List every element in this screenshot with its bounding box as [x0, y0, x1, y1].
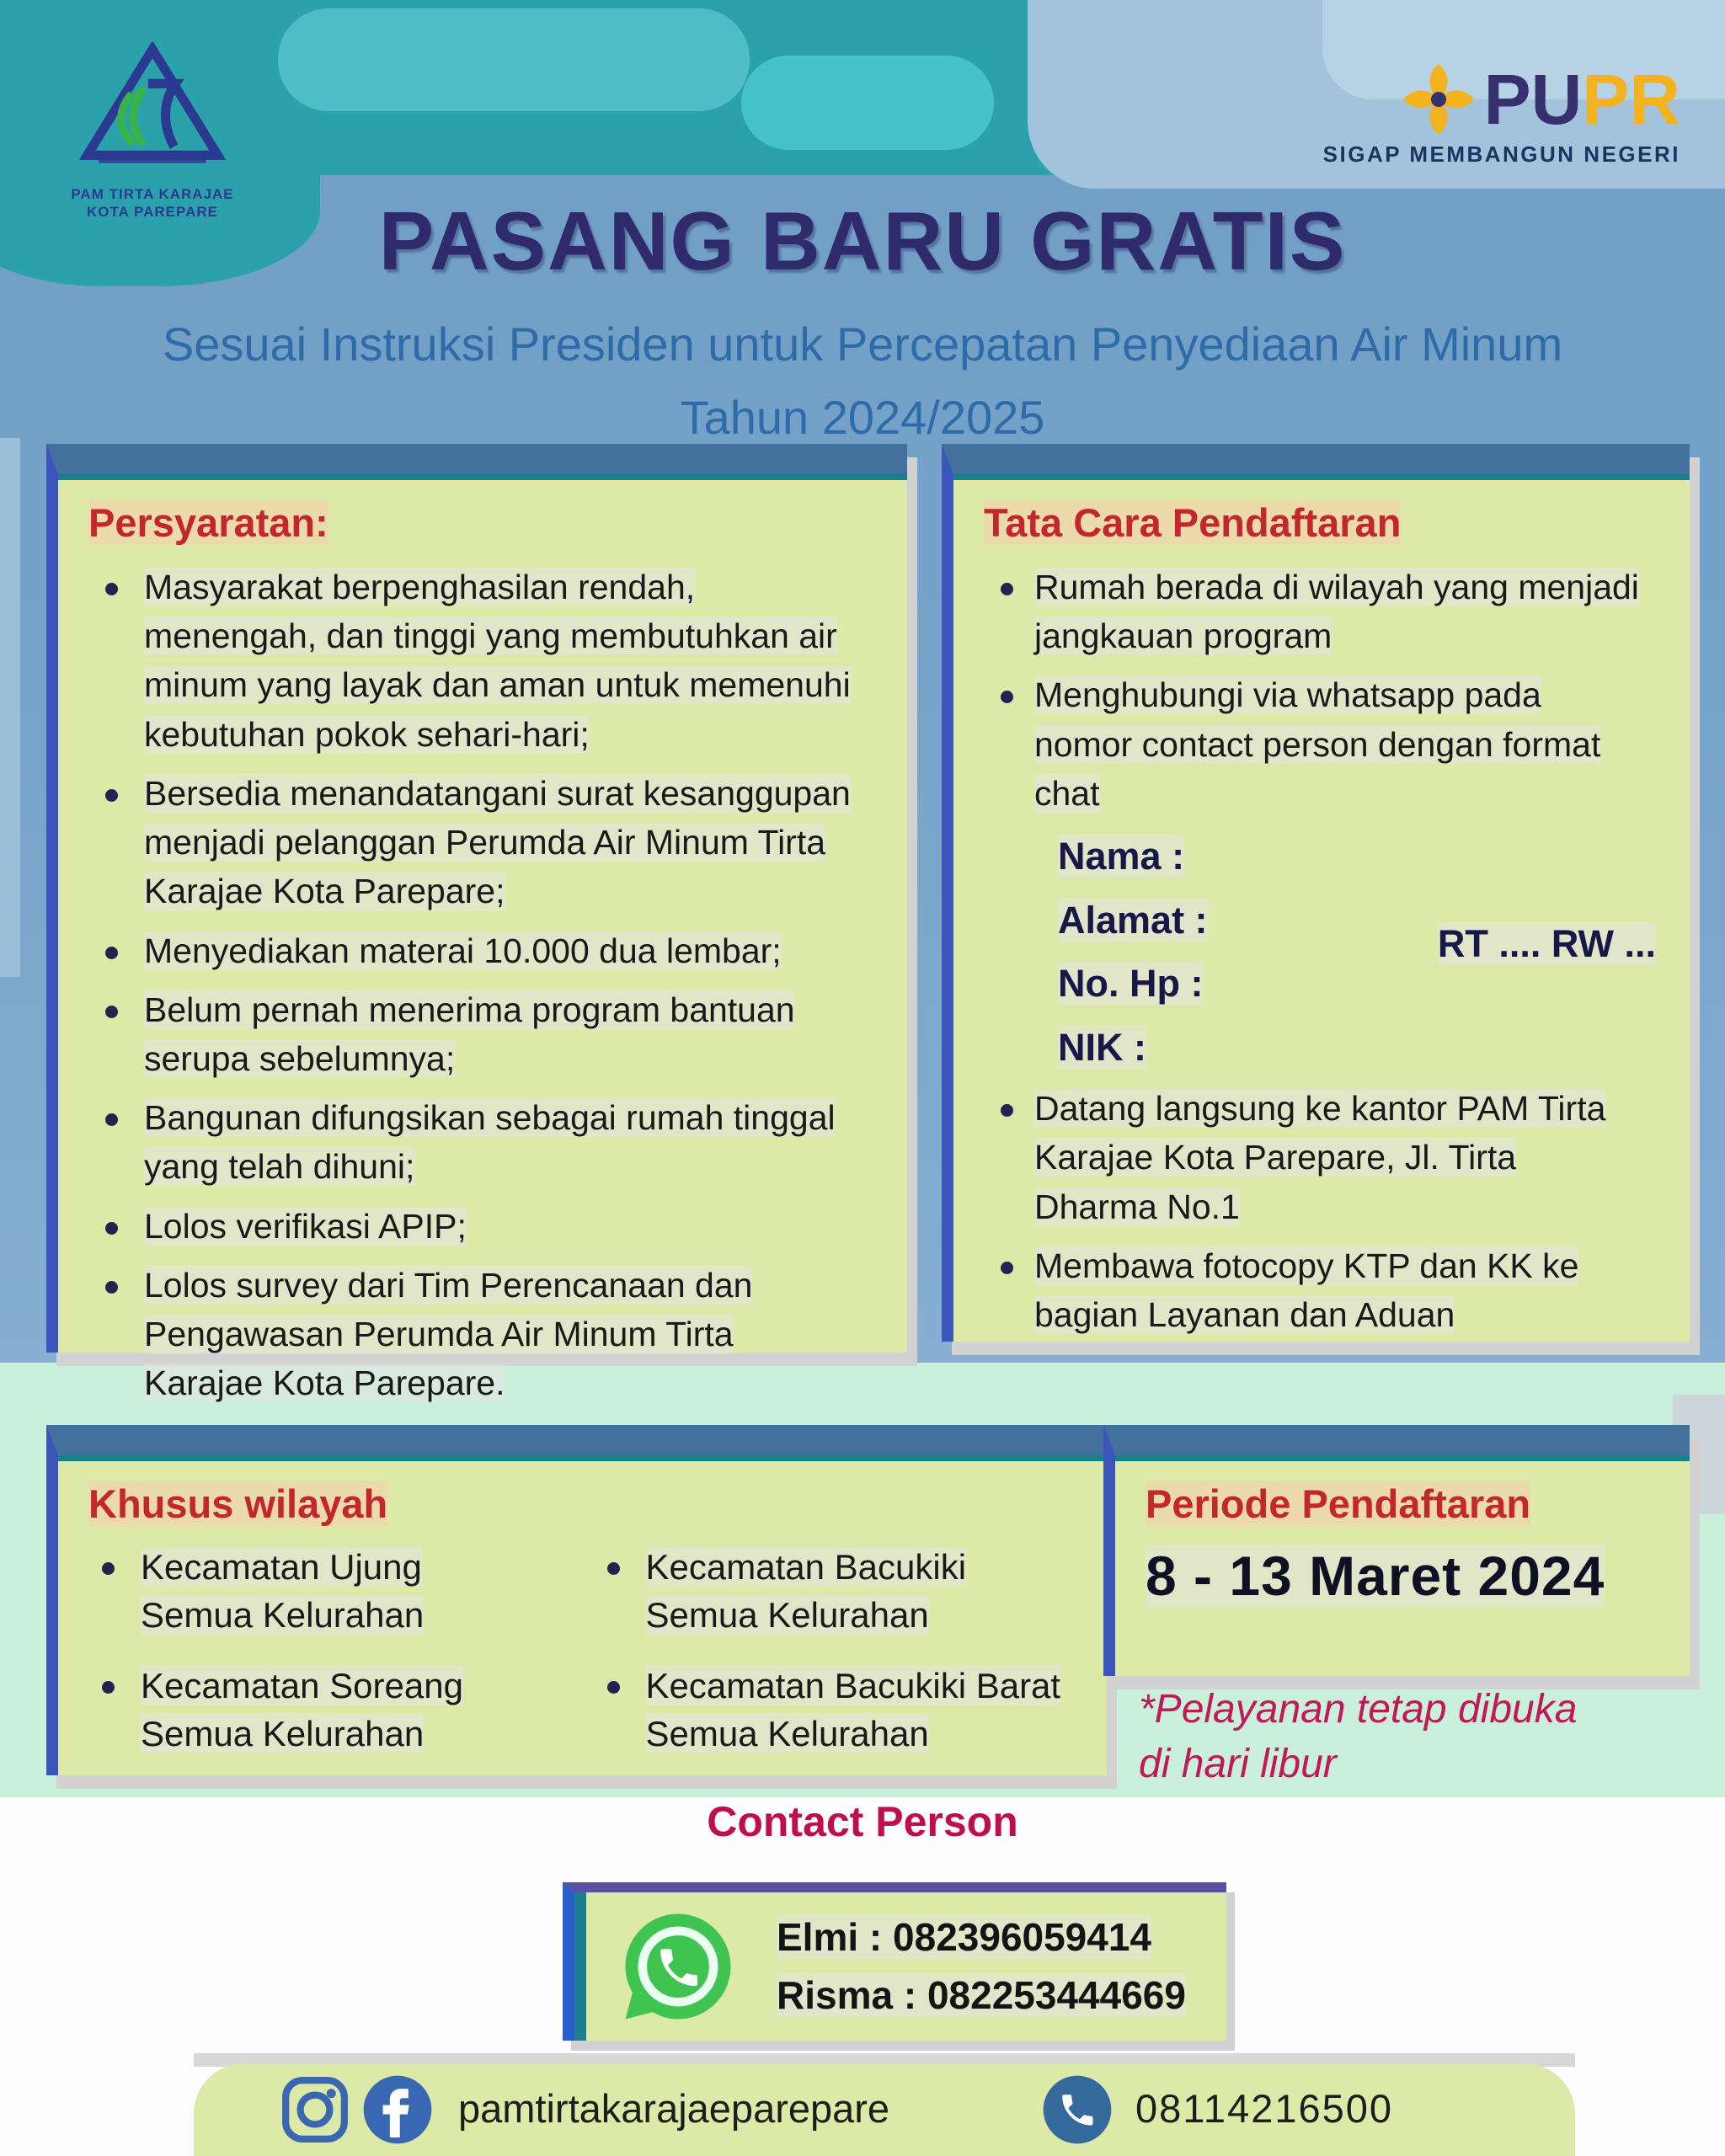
persyaratan-panel [46, 444, 907, 1403]
list-item: Bangunan difungsikan sebagai rumah tinggal yang telah dihuni; [88, 1093, 877, 1191]
list-item: Bersedia menandatangani surat kesanggupan menjadi pelanggan Perumda Air Minum Tirta Karajae Kota Parepare; [88, 769, 877, 916]
page-subtitle: Sesuai Instruksi Presiden untuk Percepatan Penyediaan Air Minum Tahun 2024/2025 [162, 318, 1563, 444]
list-item: Lolos verifikasi APIP; [88, 1202, 877, 1251]
chat-format-label: No. Hp : [1058, 962, 1204, 1006]
list-item: Membawa fotocopy KTP dan KK ke bagian Layanan dan Aduan [984, 1241, 1659, 1339]
tata-cara-heading: Tata Cara Pendaftaran [984, 500, 1402, 545]
page-title: PASANG BARU GRATIS [378, 195, 1347, 287]
khusus-wilayah-panel [46, 1425, 1107, 1775]
list-item: Masyarakat berpenghasilan rendah, menengah, dan tinggi yang membutuhkan air minum yang layak dan aman untuk memenuhi kebutuhan pokok sehari-hari; [88, 563, 877, 759]
pupr-tagline: SIGAP MEMBANGUN NEGERI [1322, 141, 1680, 167]
logo-caption-line2: KOTA PAREPARE [87, 204, 218, 221]
chat-format-block [1058, 828, 1659, 1075]
contact-entry: Elmi : 082396059414 [777, 1915, 1152, 1959]
list-item: Belum pernah menerima program bantuan serupa sebelumnya; [88, 985, 877, 1083]
khusus-wilayah-heading: Khusus wilayah [88, 1481, 388, 1526]
persyaratan-heading: Persyaratan: [88, 500, 328, 545]
logo-caption-line1: PAM TIRTA KARAJAE [71, 186, 234, 202]
cloud-shape [278, 8, 750, 111]
pupr-logo [1280, 59, 1680, 168]
list-item: Menghubungi via whatsapp pada nomor contact person dengan format chat [984, 670, 1659, 818]
chat-format-label: Nama : [1058, 835, 1185, 878]
wilayah-item: Kecamatan Ujung Semua Kelurahan [88, 1544, 572, 1639]
cloud-shape [741, 56, 994, 150]
wilayah-item: Kecamatan Bacukiki Semua Kelurahan [594, 1544, 1077, 1639]
wilayah-item: Kecamatan Soreang Semua Kelurahan [88, 1662, 572, 1758]
whatsapp-icon [615, 1903, 741, 2030]
periode-panel [1103, 1425, 1690, 1676]
list-item: Rumah berada di wilayah yang menjadi jangkauan program [984, 563, 1659, 660]
rt-rw-label: RT .... RW ... [1437, 922, 1656, 966]
persyaratan-list [88, 563, 877, 1408]
contact-numbers [777, 1908, 1186, 2025]
footer-bar [194, 2063, 1575, 2156]
list-item: Datang langsung ke kantor PAM Tirta Karajae Kota Parepare, Jl. Tirta Dharma No.1 [984, 1084, 1659, 1231]
pupr-text-pr: PR [1582, 60, 1680, 139]
pupr-text-pu: PU [1483, 60, 1583, 139]
social-handle: pamtirtakarajaeparepare [458, 2086, 890, 2131]
tata-cara-list-bottom [984, 1084, 1659, 1339]
phone-icon [1040, 2073, 1114, 2147]
chat-format-label: Alamat : [1058, 898, 1208, 942]
instagram-icon [278, 2073, 352, 2147]
list-item: Lolos survey dari Tim Perencanaan dan Pengawasan Perumda Air Minum Tirta Karajae Kota Parepare. [88, 1261, 877, 1408]
contact-entry: Risma : 082253444669 [777, 1973, 1186, 2017]
chat-format-label: NIK : [1058, 1025, 1146, 1069]
wilayah-item: Kecamatan Bacukiki Barat Semua Kelurahan [594, 1662, 1077, 1758]
contact-panel [563, 1882, 1226, 2041]
pupr-emblem-icon [1398, 59, 1479, 140]
periode-date-range: 8 - 13 Maret 2024 [1146, 1545, 1605, 1607]
footer-phone-number: 08114216500 [1135, 2086, 1394, 2131]
holiday-service-note: *Pelayanan tetap dibuka di hari libur [1139, 1687, 1578, 1786]
tata-cara-panel [942, 444, 1690, 1342]
water-triangle-icon [72, 42, 232, 185]
khusus-wilayah-grid [88, 1544, 1076, 1758]
list-item: Menyediakan materai 10.000 dua lembar; [88, 926, 877, 975]
contact-person-heading: Contact Person [707, 1798, 1018, 1845]
tata-cara-list-top [984, 563, 1659, 818]
facebook-icon [360, 2073, 435, 2147]
periode-heading: Periode Pendaftaran [1146, 1481, 1531, 1526]
cloud-shape [0, 438, 20, 977]
